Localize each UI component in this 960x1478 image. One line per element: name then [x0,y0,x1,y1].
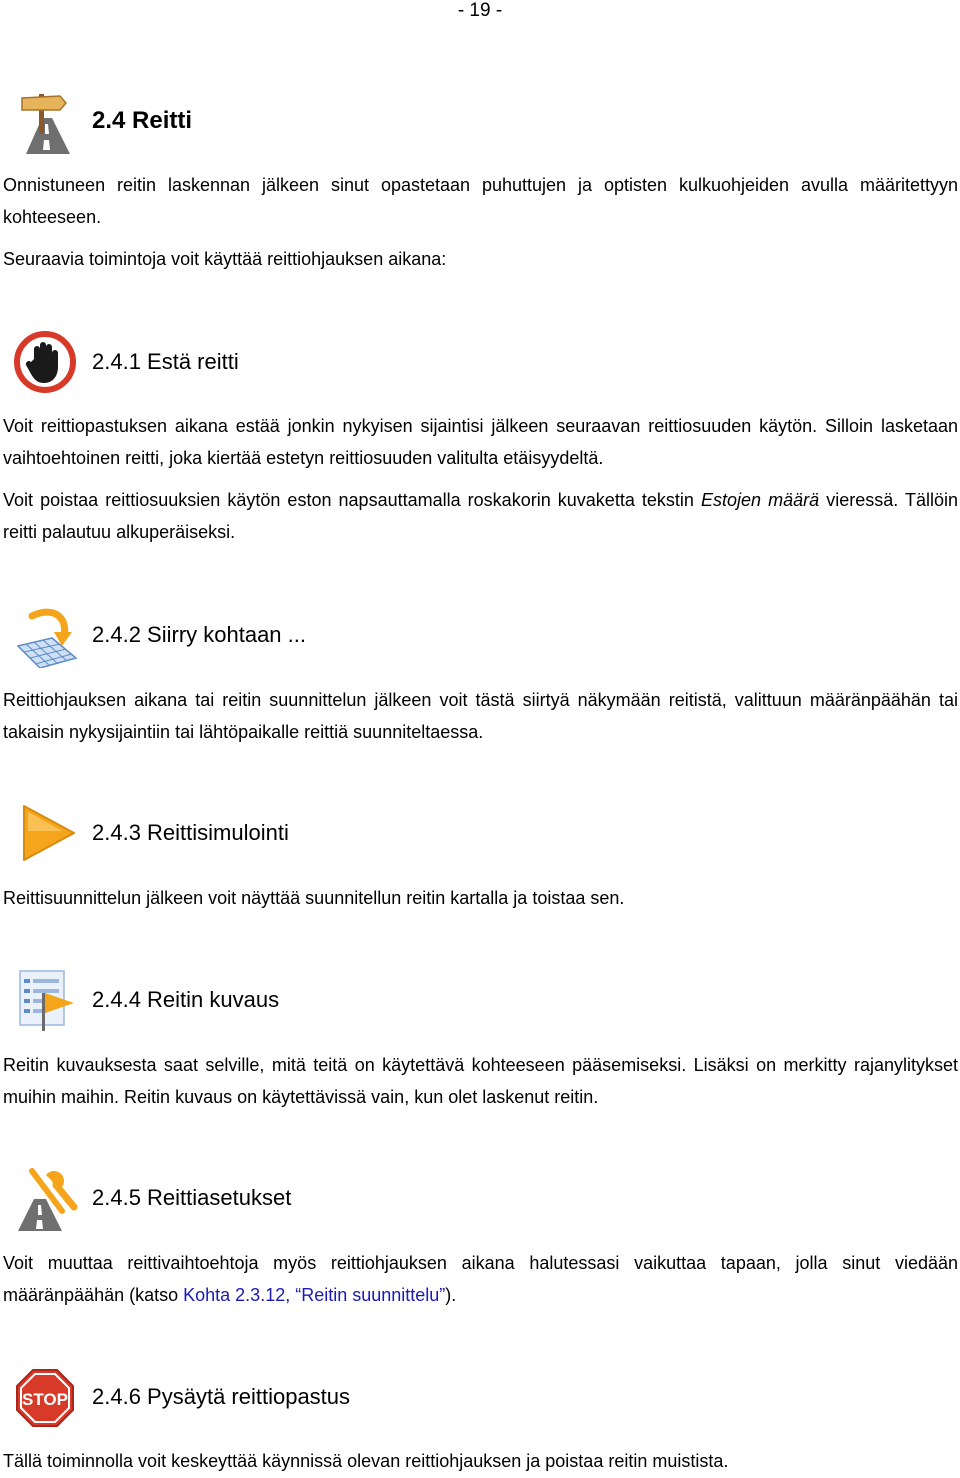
svg-text:STOP: STOP [22,1390,68,1409]
stop-guidance-paragraph: Tällä toiminnolla voit keskeyttää käynnissä olevan reittiohjauksen ja poistaa reitin muistista. [3,1451,729,1471]
route-description-icon [12,967,78,1033]
section-link[interactable]: Kohta 2.3.12, “Reitin suunnittelu” [183,1284,446,1305]
route-description-paragraph: Reitin kuvauksesta saat selville, mitä teitä on käytettävä kohteeseen pääsemiseksi. Lisäksi on merkitty rajanylitykset muihin maihin. Reitin kuvaus on käytettävissä vain, kun olet laskenut reitin. [3,1055,958,1107]
intro-paragraph-2: Seuraavia toimintoja voit käyttää reittiohjauksen aikana: [3,249,447,269]
route-settings-icon [12,1165,78,1231]
section-title: 2.4.1 Estä reitti [92,349,239,374]
route-settings-paragraph: Voit muuttaa reittivaihtoehtoja myös reittiohjauksen aikana halutessasi vaikuttaa tapaan, jolla sinut viedään määränpäähän (katso Kohta 2.3.12, “Reitin suunnittelu”). [3,1253,958,1305]
block-route-paragraph-2: Voit poistaa reittiosuuksien käytön eston napsauttamalla roskakorin kuvaketta tekstin Estojen määrä vieressä. Tällöin reitti palautuu alkuperäiseksi. [3,490,959,542]
road-sign-icon [12,88,78,154]
simulation-paragraph: Reittisuunnittelun jälkeen voit näyttää suunnitellun reitin kartalla ja toistaa sen. [3,888,625,908]
section-title: 2.4.2 Siirry kohtaan ... [92,622,306,647]
section-title: 2.4.6 Pysäytä reittiopastus [92,1384,351,1409]
block-route-paragraph: Voit reittiopastuksen aikana estää jonkin nykyisen sijaintisi jälkeen seuraavan reittiosuuden käytön. Silloin lasketaan vaihtoehtoinen reitti, joka kiertää estetyn reittiosuuden valitulta etäisyydeltä. [3,416,958,468]
hand-stop-icon [12,329,78,395]
play-icon [12,800,78,866]
go-to-paragraph: Reittiohjauksen aikana tai reitin suunnittelun jälkeen voit tästä siirtyä näkymään reitistä, valittuun määränpäähän tai takaisin nykysijaintiin tai lähtöpaikalle reittiä suunniteltaessa. [3,690,958,742]
stop-sign-icon [12,1364,78,1430]
page-number: - 19 - [457,0,503,21]
section-title: 2.4.5 Reittiasetukset [92,1185,292,1210]
blocks-count-label: Estojen määrä [701,490,820,510]
section-title: 2.4 Reitti [92,107,193,134]
section-title: 2.4.3 Reittisimulointi [92,820,289,845]
map-jump-icon [12,602,78,668]
section-title: 2.4.4 Reitin kuvaus [92,987,280,1012]
intro-paragraph: Onnistuneen reitin laskennan jälkeen sinut opastetaan puhuttujen ja optisten kulkuohjeiden avulla määritettyyn kohteeseen. [3,175,958,227]
